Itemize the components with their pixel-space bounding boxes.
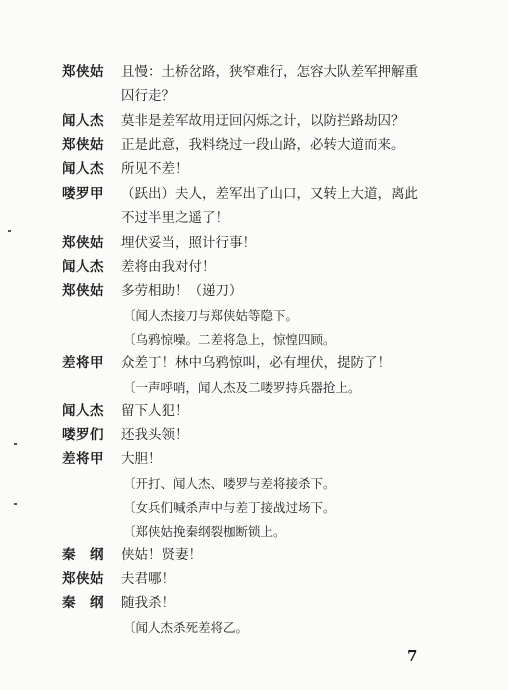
dialogue-text: 大胆！ (121, 451, 162, 467)
speaker-name: 差将甲 (62, 451, 104, 467)
script-line-dialogue (0, 233, 508, 254)
stage-direction: 〔女兵们喊杀声中与差丁接战过场下。 (123, 500, 336, 515)
margin-mark (8, 230, 11, 232)
script-line-continuation (0, 86, 508, 107)
page-number: 7 (407, 647, 418, 665)
stage-direction: 〔开打、闻人杰、喽罗与差将接杀下。 (123, 476, 336, 491)
script-line-dialogue (0, 545, 508, 566)
speaker-name: 喽罗甲 (62, 186, 104, 202)
script-line-dialogue (0, 593, 508, 614)
speaker-name: 闻人杰 (62, 259, 104, 275)
dialogue-text: 且慢：土桥岔路，狭窄难行，怎容大队差军押解重 (121, 64, 418, 80)
stage-direction: 〔郑侠姑挽秦纲裂枷断锁上。 (123, 524, 286, 539)
dialogue-text: （跃出）夫人，差军出了山口，又转上大道，离此 (121, 186, 418, 202)
script-line-stage (0, 473, 508, 494)
dialogue-continuation: 囚行走？ (121, 88, 175, 104)
dialogue-text: 多劳相助！（递刀） (121, 283, 243, 299)
script-line-dialogue (0, 135, 508, 156)
script-line-stage (0, 617, 508, 638)
script-line-dialogue (0, 257, 508, 278)
script-line-dialogue (0, 159, 508, 180)
stage-direction: 〔一声呼哨，闻人杰及二喽罗持兵器抢上。 (123, 380, 361, 395)
dialogue-text: 埋伏妥当，照计行事！ (121, 235, 256, 251)
script-line-stage (0, 521, 508, 542)
dialogue-text: 所见不差！ (121, 161, 189, 177)
speaker-name: 郑侠姑 (62, 64, 104, 80)
dialogue-text: 还我头领！ (121, 427, 189, 443)
dialogue-text: 留下人犯！ (121, 403, 189, 419)
stage-direction: 〔闻人杰接刀与郑侠姑等隐下。 (123, 308, 299, 323)
script-line-stage (0, 377, 508, 398)
dialogue-text: 夫君哪！ (121, 571, 175, 587)
dialogue-text: 随我杀！ (121, 595, 175, 611)
script-line-dialogue (0, 569, 508, 590)
dialogue-text: 差将由我对付！ (121, 259, 216, 275)
speaker-name: 秦 纲 (62, 547, 104, 563)
script-line-dialogue (0, 425, 508, 446)
script-line-stage (0, 329, 508, 350)
speaker-name: 差将甲 (62, 355, 104, 371)
speaker-name: 郑侠姑 (62, 235, 104, 251)
dialogue-text: 众差丁！林中乌鸦惊叫，必有埋伏，提防了！ (121, 355, 391, 371)
stage-direction: 〔乌鸦惊噪。二差将急上，惊惶四顾。 (123, 332, 336, 347)
speaker-name: 闻人杰 (62, 161, 104, 177)
script-line-stage (0, 497, 508, 518)
script-line-stage (0, 305, 508, 326)
speaker-name: 郑侠姑 (62, 571, 104, 587)
script-line-dialogue (0, 353, 508, 374)
speaker-name: 郑侠姑 (62, 283, 104, 299)
dialogue-continuation: 不过半里之遥了！ (121, 210, 229, 226)
script-line-dialogue (0, 449, 508, 470)
margin-mark (14, 443, 17, 445)
script-line-dialogue (0, 401, 508, 422)
speaker-name: 闻人杰 (62, 403, 104, 419)
dialogue-text: 莫非是差军故用迂回闪烁之计，以防拦路劫囚？ (121, 113, 405, 129)
script-line-dialogue (0, 111, 508, 132)
dialogue-text: 侠姑！贤妻！ (121, 547, 202, 563)
speaker-name: 秦 纲 (62, 595, 104, 611)
script-line-dialogue (0, 281, 508, 302)
dialogue-text: 正是此意，我料绕过一段山路，必转大道而来。 (121, 137, 405, 153)
stage-direction: 〔闻人杰杀死差将乙。 (123, 620, 249, 635)
margin-mark (14, 503, 17, 505)
script-line-dialogue (0, 62, 508, 83)
script-line-continuation (0, 208, 508, 229)
speaker-name: 郑侠姑 (62, 137, 104, 153)
script-line-dialogue (0, 184, 508, 205)
speaker-name: 闻人杰 (62, 113, 104, 129)
speaker-name: 喽罗们 (62, 427, 104, 443)
